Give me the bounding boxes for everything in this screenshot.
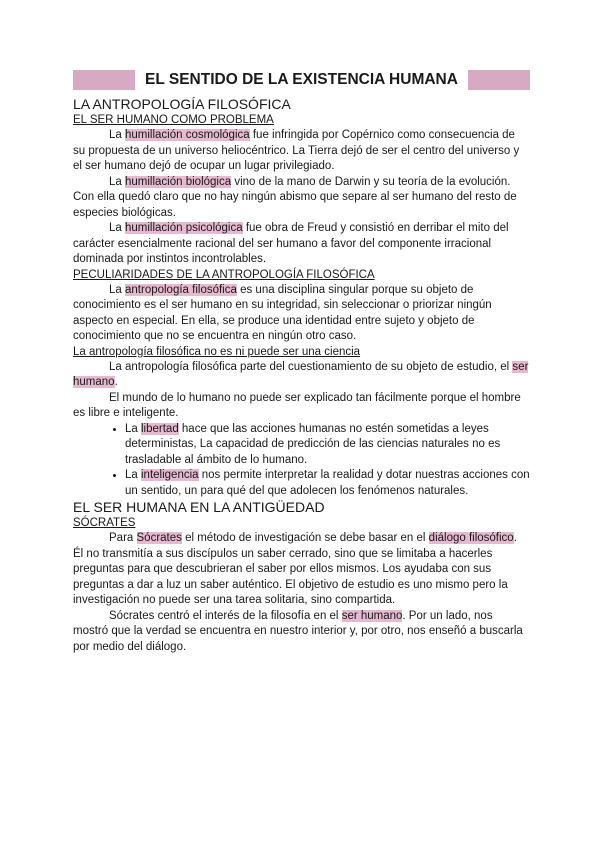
heading-peculiaridades: PECULIARIDADES DE LA ANTROPOLOGÍA FILOSÓFICA	[73, 268, 375, 281]
paragraph-cuestionamiento: La antropología filosófica parte del cuestionamiento de su objeto de estudio, el ser humano.	[73, 360, 529, 388]
highlight-text: inteligencia	[141, 469, 199, 481]
paragraph-biologica: La humillación biológica vino de la mano de Darwin y su teoría de la evolución. Con ella quedó claro que no hay ningún abismo que separe al ser humano del resto de especies biológicas.	[73, 175, 517, 219]
bullet-list	[73, 422, 530, 500]
highlight-text: humillación cosmológica	[125, 129, 250, 141]
list-item: • La libertad hace que las acciones humanas no estén sometidas a leyes deterministas, La capacidad de predicción de las ciencias naturales no es trasladable al ámbito de lo humano.	[125, 422, 530, 469]
paragraph-metodo: Para Sócrates el método de investigación se debe basar en el diálogo filosófico. Él no transmitía a sus discípulos un saber cerrado, sino que se limitaba a hacerles preguntas para que descubrieran el saber por ellos mismos. Los ayudaba con sus preguntas a dar a luz un saber auténtico. El objetivo de estudio es uno mismo pero la investigación no puede ser una tarea solitaria, sino compartida.	[73, 532, 517, 606]
title-bar-right	[468, 70, 530, 90]
paragraph-cosmologica: La humillación cosmológica fue infringida por Copérnico como consecuencia de su propuesta de un universo heliocéntrico. La Tierra dejó de ser el centro del universo y el ser humano dejó de ocupar un lugar privilegiado.	[73, 129, 520, 172]
heading-no-es-ciencia: La antropología filosófica no es ni puede ser una ciencia	[73, 345, 361, 358]
heading-ser-humano-problema: EL SER HUMANO COMO PROBLEMA	[73, 114, 274, 126]
document-title: EL SENTIDO DE LA EXISTENCIA HUMANA	[145, 71, 458, 88]
title-bar-left	[73, 70, 135, 90]
heading-socrates: SÓCRATES	[73, 517, 136, 529]
highlight-text: humillación biológica	[125, 175, 232, 188]
paragraph-disciplina: La antropología filosófica es una disciplina singular porque su objeto de conocimiento es el ser humano en su integridad, sin seleccionar o priorizar ningún aspecto en especial. En ella, se produce una identidad entre sujeto y objeto de conocimiento que no se encuentra en ningún otro caso.	[73, 283, 492, 342]
highlight-text: antropología filosófica	[125, 283, 237, 296]
highlight-text: libertad	[141, 422, 179, 435]
highlight-text: humillación psicológica	[125, 222, 243, 234]
paragraph-psicologica: La humillación psicológica fue obra de Freud y consistió en derribar el mito del carácter esencialmente racional del ser humano a favor del componente irracional dominada por instintos incontrolables.	[73, 222, 509, 265]
highlight-text: ser humano	[341, 609, 403, 622]
title-row	[73, 70, 530, 90]
highlight-text: Sócrates	[136, 532, 182, 544]
highlight-text: diálogo filosófico	[428, 532, 514, 544]
list-item: • La inteligencia nos permite interpretar la realidad y dotar nuestras acciones con un sentido, un para qué del que adolecen los fenómenos naturales.	[125, 468, 530, 499]
highlight-text: ser humano	[73, 360, 529, 388]
paragraph-interes: Sócrates centró el interés de la filosofía en el ser humano. Por un lado, nos mostró que la verdad se encuentra en nuestro interior y, por otro, nos enseñó a buscarla por medio del diálogo.	[73, 609, 523, 653]
paragraph-mundo-humano: El mundo de lo humano no puede ser explicado tan fácilmente porque el hombre es libre e inteligente.	[73, 391, 521, 419]
heading-antiguedad: EL SER HUMANA EN LA ANTIGÜEDAD	[73, 499, 325, 515]
heading-antropologia: LA ANTROPOLOGÍA FILOSÓFICA	[73, 96, 291, 112]
